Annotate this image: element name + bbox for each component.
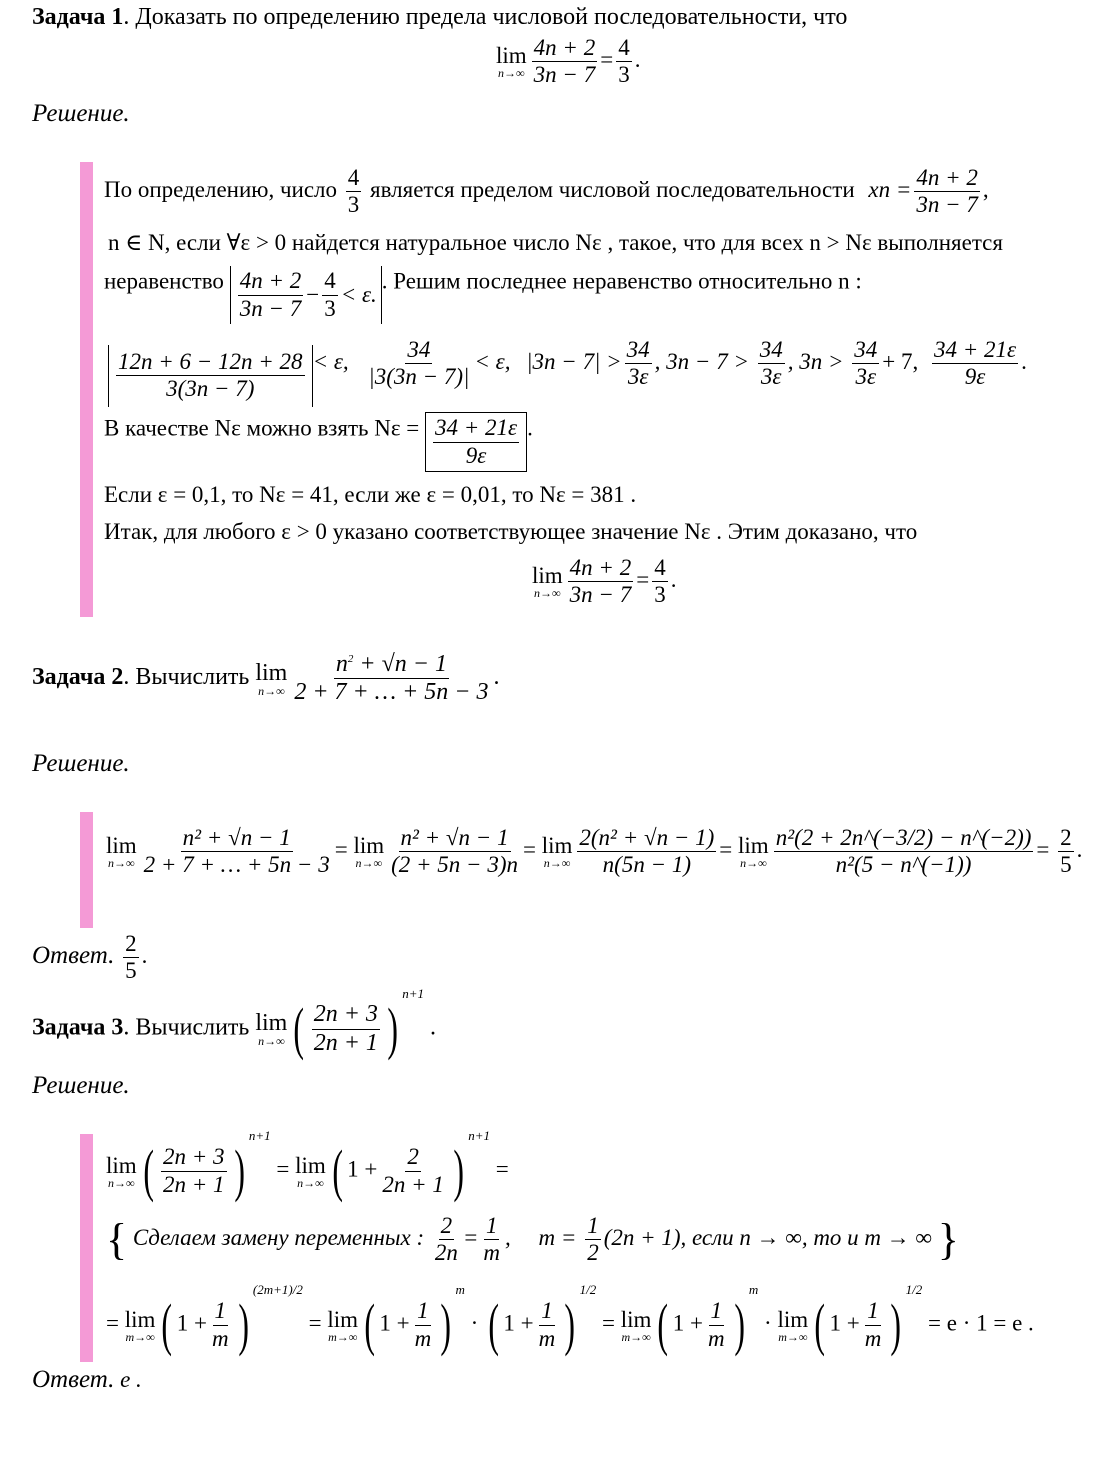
t1-line7: Итак, для любого ε > 0 указано соответствующее значение Nε . Этим доказано, что [104, 519, 918, 544]
t1-line3: неравенство $\frac{4n + 2}{3n - 7}$ − $\frac{4}{3}$ < ε. . Решим последнее неравенство относительно n : [104, 266, 862, 324]
t1-line5: В качестве Nε можно взять Nε = $\frac{34 + 21\varepsilon}{9\varepsilon}$ . [104, 412, 533, 472]
task1-heading: Задача 1. Доказать по определению предела числовой последовательности, что [32, 4, 848, 30]
t1-line1: По определению, число $\frac{4}{3}$ является пределом числовой последовательности xn = $\frac{4n + 2}{3n - 7}$ , [104, 165, 989, 218]
t1-conclusion-formula: lim n→∞ $\frac{4n + 2}{3n - 7}$ = $\frac{4}{3}$ . [532, 555, 677, 608]
solution-label-1: Решение. [32, 100, 130, 127]
t1-line4: $\frac{12n + 6 - 12n + 28}{3(3n - 7)}$ < ε, $\frac{34}{|3(3n - 7)|}$ < ε, |3n − 7| > $\frac{34}{3\varepsilon}$ , 3n − 7 > $\frac{34}{3\varepsilon}$ , 3n > $\frac{34}{3\varepsilon}$ + 7, $\frac{34 + 21\varepsilon}{9\varepsilon}$ . [108, 338, 1027, 407]
task3-heading: Задача 3. Вычислить lim n→∞ ( $\frac{2n + 3}{2n + 1}$ )$^{n+1}$ . [32, 986, 436, 1061]
solution-label-3: Решение. [32, 1072, 130, 1099]
answer-3: Ответ. e . [32, 1366, 142, 1393]
task-label: Задача 1 [32, 4, 124, 30]
task2-heading: Задача 2. Вычислить lim n→∞ $\frac{n^2 + √n - 1}{2 + 7 + \dots + 5n - 3}$ . [32, 651, 500, 706]
t1-line2: n ∈ N, если ∀ε > 0 найдется натуральное число Nε , такое, что для всех n > Nε выполняется [108, 230, 1003, 255]
t1-line6: Если ε = 0,1, то Nε = 41, если же ε = 0,01, то Nε = 381 . [104, 482, 637, 507]
solution-label-2: Решение. [32, 750, 130, 777]
highlight-bar-2 [80, 812, 93, 928]
t3-line1: lim n→∞ ( $\frac{2n + 3}{2n + 1}$ )$^{n+1}$ = lim n→∞ ( 1 + $\frac{2}{2n + 1}$ )$^{n+1}$ = [106, 1128, 509, 1203]
highlight-bar-3 [80, 1134, 93, 1362]
t3-substitution: { Сделаем замену переменных : $\frac{2}{2n}$ = $\frac{1}{m}$ , m = $\frac{1}{2}$ (2n + 1), если n → ∞, то и m → ∞ } [106, 1213, 959, 1266]
highlight-bar-1 [80, 162, 93, 617]
t2-solution-formula: lim n→∞ $\frac{\text{n² + √n − 1}}{2 + 7 + \dots + 5n - 3}$ = lim n→∞ $\frac{\text{n² + √n − 1}}{(2 + 5n - 3)n}$ = lim n→∞ $\frac{\text{2(n² + √n − 1)}}{n(5n - 1)}$ = lim n→∞ $\frac{\text{n²(2 + 2n\textasciicircum{}(−3/2) − n\textasciicircum{}(−2))}}{\text{n²(5 − n\textasciicircum{}(−1))}}$ = $\frac{2}{5}$ . [106, 825, 1083, 878]
task1-formula: lim n→∞ $\frac{4n + 2}{3n - 7}$ = $\frac{4}{3}$ . [496, 35, 641, 88]
answer-2: Ответ. $\frac{2}{5}$ . [32, 931, 148, 984]
t3-line3: = lim m→∞ ( 1 + $\frac{1}{m}$ )$^{(2m+1)/2}$ = lim m→∞ ( 1 + $\frac{1}{m}$ )$^m$ · ( 1 + $\frac{1}{m}$ )$^{1/2}$ = lim m→∞ ( 1 + $\frac{1}{m}$ )$^m$ · lim m→∞ ( 1 + $\frac{1}{m}$ )$^{1/2}$ = e · 1 = e . [106, 1282, 1034, 1357]
